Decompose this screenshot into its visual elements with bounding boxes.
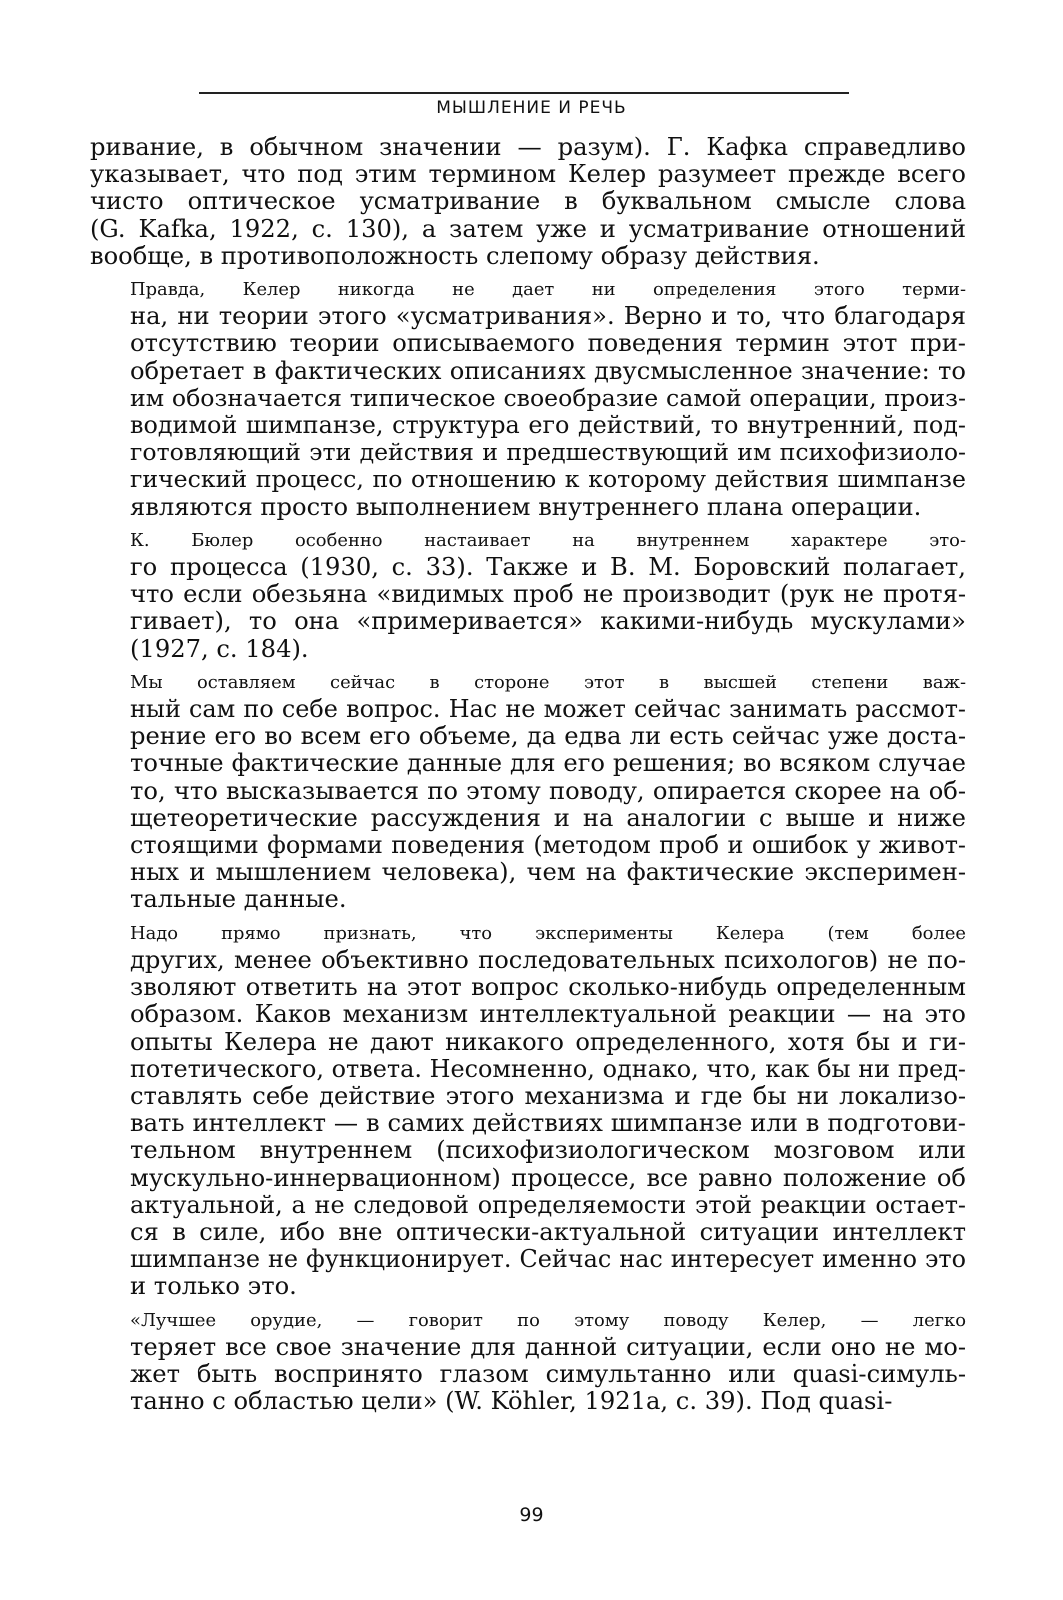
text-line: точные фактические данные для его решения; во всяком случае bbox=[130, 749, 966, 778]
text-line: образом. Каков механизм интеллектуальной реакции — на это bbox=[130, 1000, 966, 1029]
text-line: являются просто выполнением внутреннего плана операции. bbox=[130, 492, 922, 521]
running-header: МЫШЛЕНИЕ И РЕЧЬ bbox=[436, 98, 627, 118]
text-line: (1927, с. 184). bbox=[130, 634, 309, 663]
text-line: опыты Келера не дают никакого определенного, хотя бы и ги- bbox=[130, 1027, 966, 1056]
text-line: жет быть воспринято глазом симультанно или quasi-симуль- bbox=[130, 1359, 966, 1388]
text-line: танно с областью цели» (W. Köhler, 1921a, с. 39). Под quasi- bbox=[130, 1387, 893, 1416]
text-line: тальные данные. bbox=[130, 885, 347, 914]
text-line: ных и мышлением человека), чем на фактические эксперимен- bbox=[130, 858, 966, 887]
text-line: теряет все свое значение для данной ситуации, если оно не мо- bbox=[130, 1332, 966, 1361]
text-line: чисто оптическое усматривание в буквальном смысле слова bbox=[90, 187, 966, 216]
text-line: им обозначается типическое своеобразие самой операции, произ- bbox=[130, 383, 966, 412]
paragraph bbox=[90, 276, 966, 521]
text-line: водимой шимпанзе, структура его действий, то внутренний, под- bbox=[130, 411, 966, 440]
text-line: гивает), то она «примеривается» какими-нибудь мускулами» bbox=[130, 607, 966, 636]
text-line: ставлять себе действие этого механизма и где бы ни локализо- bbox=[130, 1081, 966, 1110]
paragraph bbox=[90, 920, 966, 1301]
text-line: то, что высказывается по этому поводу, опирается скорее на об- bbox=[130, 776, 966, 805]
text-line: и только это. bbox=[130, 1272, 297, 1301]
body-text bbox=[90, 134, 966, 1421]
text-line: тельном внутреннем (психофизиологическом мозговом или bbox=[130, 1136, 966, 1165]
text-line: потетического, ответа. Несомненно, однако, что, как бы ни пред- bbox=[130, 1054, 966, 1083]
text-line: готовляющий эти действия и предшествующий им психофизиоло- bbox=[130, 438, 966, 467]
text-line: зволяют ответить на этот вопрос сколько-нибудь определенным bbox=[130, 973, 966, 1002]
text-line: (G. Kafka, 1922, с. 130), а затем уже и усматривание отношений bbox=[90, 214, 966, 243]
text-line: отсутствию теории описываемого поведения термин этот при- bbox=[130, 329, 966, 358]
text-line: на, ни теории этого «усматривания». Верно и то, что благодаря bbox=[130, 302, 966, 331]
text-line: го процесса (1930, с. 33). Также и В. М. Боровский полагает, bbox=[130, 553, 966, 582]
paragraph bbox=[90, 1307, 966, 1416]
text-line: обретает в фактических описаниях двусмысленное значение: то bbox=[130, 356, 966, 385]
text-line: К. Бюлер особенно настаивает на внутреннем характере это- bbox=[130, 529, 966, 551]
text-line: указывает, что под этим термином Келер разумеет прежде всего bbox=[90, 160, 966, 189]
header-rule bbox=[199, 92, 849, 94]
paragraph bbox=[90, 527, 966, 663]
paragraph bbox=[90, 669, 966, 914]
paragraph bbox=[90, 134, 966, 270]
text-line: «Лучшее орудие, — говорит по этому поводу Келер, — легко bbox=[130, 1309, 966, 1331]
text-line: стоящими формами поведения (методом проб и ошибок у живот- bbox=[130, 831, 966, 860]
text-line: других, менее объективно последовательных психологов) не по- bbox=[130, 945, 966, 974]
text-line: гический процесс, по отношению к которому действия шимпанзе bbox=[130, 465, 966, 494]
text-line: щетеоретические рассуждения и на аналогии с выше и ниже bbox=[130, 803, 966, 832]
text-line: актуальной, а не следовой определяемости этой реакции остает- bbox=[130, 1190, 966, 1219]
page-number: 99 bbox=[519, 1504, 544, 1526]
text-line: ный сам по себе вопрос. Нас не может сейчас занимать рассмот- bbox=[130, 695, 966, 724]
text-line: мускульно-иннервационном) процессе, все равно положение об bbox=[130, 1163, 966, 1192]
text-line: вообще, в противоположность слепому образу действия. bbox=[90, 241, 820, 270]
text-line: рение его во всем его объеме, да едва ли есть сейчас уже доста- bbox=[130, 722, 966, 751]
text-line: ривание, в обычном значении — разум). Г. Кафка справедливо bbox=[90, 133, 966, 161]
text-line: вать интеллект — в самих действиях шимпанзе или в подготови- bbox=[130, 1109, 966, 1138]
text-line: шимпанзе не функционирует. Сейчас нас интересует именно это bbox=[130, 1245, 966, 1274]
text-line: Мы оставляем сейчас в стороне этот в высшей степени важ- bbox=[130, 671, 966, 693]
text-line: ся в силе, ибо вне оптически-актуальной ситуации интеллект bbox=[130, 1217, 966, 1246]
text-line: Надо прямо признать, что эксперименты Келера (тем более bbox=[130, 922, 966, 944]
text-line: Правда, Келер никогда не дает ни определения этого терми- bbox=[130, 279, 966, 301]
text-line: что если обезьяна «видимых проб не производит (рук не протя- bbox=[130, 580, 966, 609]
